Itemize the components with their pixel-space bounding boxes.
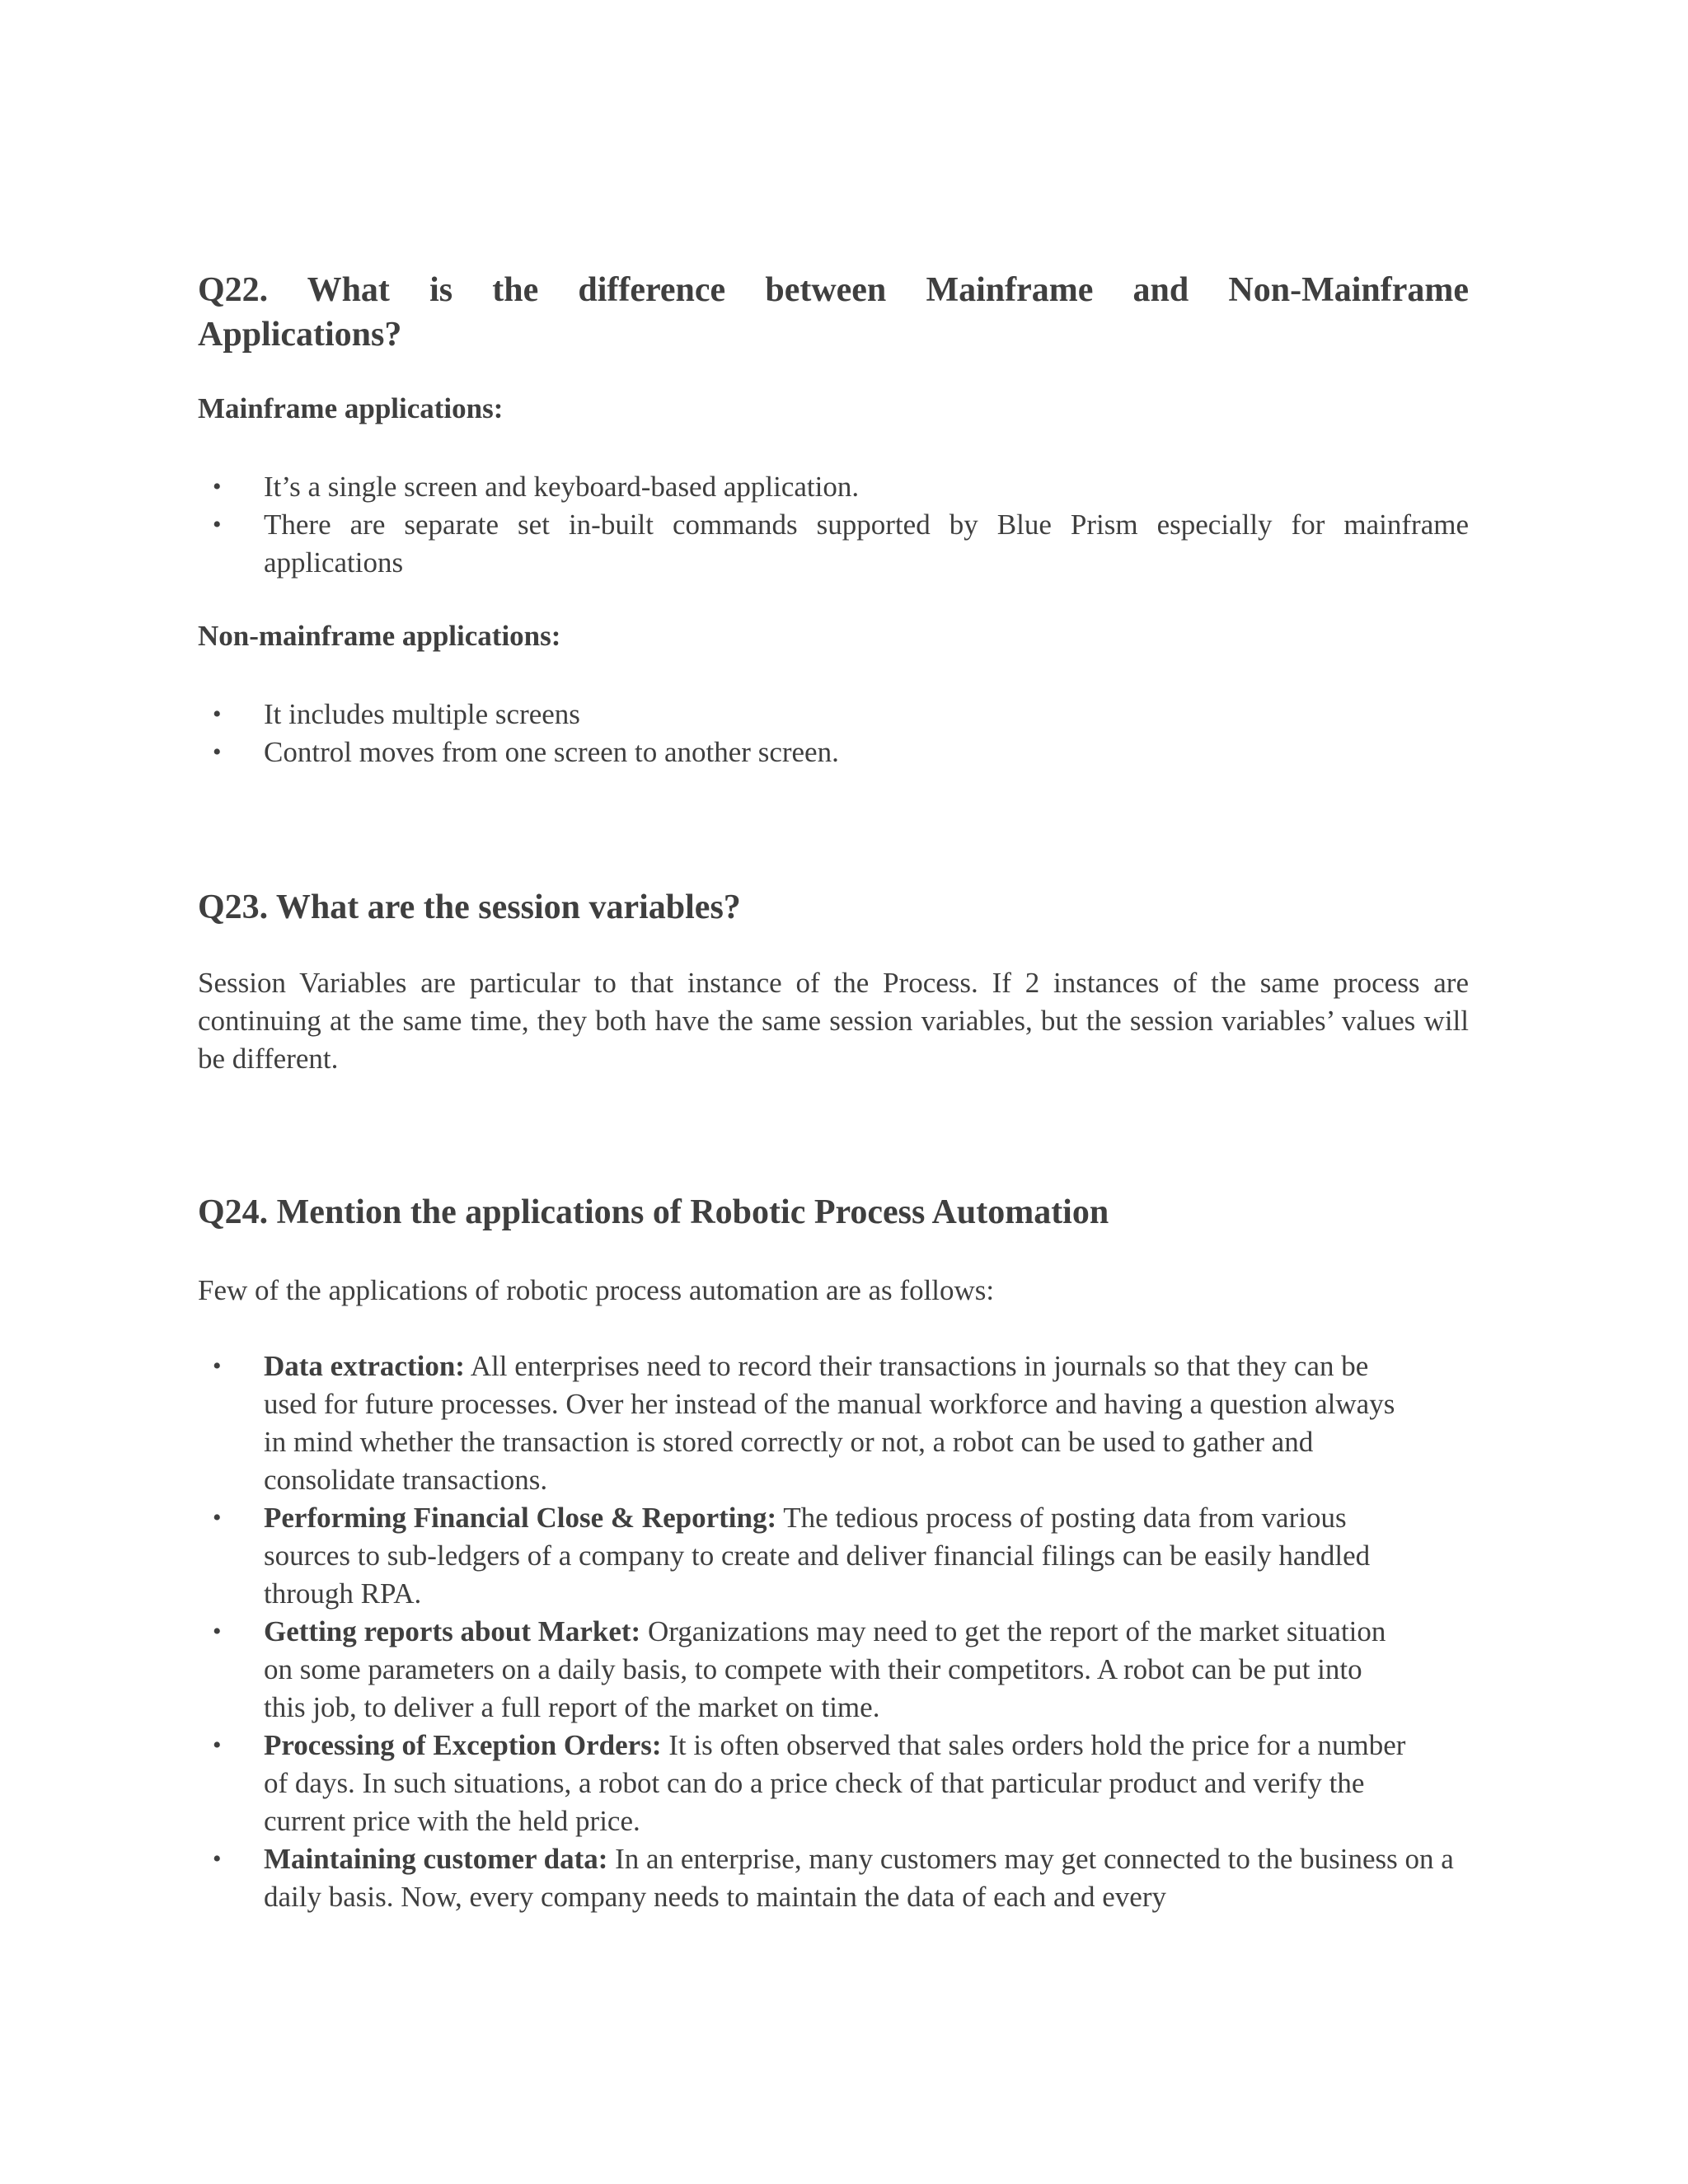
list-item: • It’s a single screen and keyboard-based application.	[198, 468, 1469, 506]
list-item	[198, 1499, 1409, 1613]
item-text: All enterprises need to record their transactions in journals so that they can be used for future processes. Over her instead of the manual workforce and having a question always in mind whether the transaction is stored correctly or not, a robot can be used to gather and consolidate transactions.	[264, 1350, 1395, 1496]
item-term: Maintaining customer data:	[264, 1843, 608, 1875]
item-text: The tedious process of posting data from various sources to sub-ledgers of a company to create and deliver financial filings can be easily handled through RPA.	[264, 1502, 1371, 1610]
list-item	[198, 1840, 1469, 1916]
q22-title	[198, 268, 1469, 357]
item-text: It is often observed that sales orders hold the price for a number of days. In such situations, a robot can do a price check of that particular product and verify the current price with the held price.	[264, 1729, 1406, 1837]
list-item	[198, 1727, 1409, 1840]
item-term: Data extraction:	[264, 1350, 465, 1382]
list-item: • There are separate set in-built commands supported by Blue Prism especially for mainframe applications	[198, 506, 1469, 582]
nonmainframe-list	[198, 696, 1469, 771]
list-item	[198, 1347, 1409, 1499]
item-term: Getting reports about Market:	[264, 1615, 641, 1647]
mainframe-list	[198, 468, 1469, 582]
item-term: Processing of Exception Orders:	[264, 1729, 662, 1761]
mainframe-heading: Mainframe applications:	[198, 392, 504, 424]
list-item	[198, 1613, 1409, 1727]
q24-intro: Few of the applications of robotic process automation are as follows:	[198, 1274, 995, 1306]
rpa-applications-list	[198, 1347, 1469, 1916]
list-item: • Control moves from one screen to another screen.	[198, 733, 1469, 771]
list-item: • It includes multiple screens	[198, 696, 1469, 733]
item-text: In an enterprise, many customers may get connected to the business on a daily basis. Now, every company needs to maintain the data of each and every	[264, 1843, 1454, 1913]
q23-body: Session Variables are particular to that instance of the Process. If 2 instances of the same process are continuing at the same time, they both have the same session variables, but the session variables’ values will be different.	[198, 967, 1469, 1075]
q24-title: Q24. Mention the applications of Robotic Process Automation	[198, 1193, 1109, 1231]
nonmainframe-heading: Non-mainframe applications:	[198, 620, 561, 652]
item-text: Organizations may need to get the report of the market situation on some parameters on a daily basis, to compete with their competitors. A robot can be put into this job, to deliver a full report of the market on time.	[264, 1615, 1386, 1723]
q23-title: Q23. What are the session variables?	[198, 888, 741, 926]
item-term: Performing Financial Close & Reporting:	[264, 1502, 777, 1534]
q22-title-line1: Q22. What is the difference between Mainframe and Non-Mainframe	[198, 271, 1469, 309]
q22-title-line2: Applications?	[198, 316, 402, 354]
